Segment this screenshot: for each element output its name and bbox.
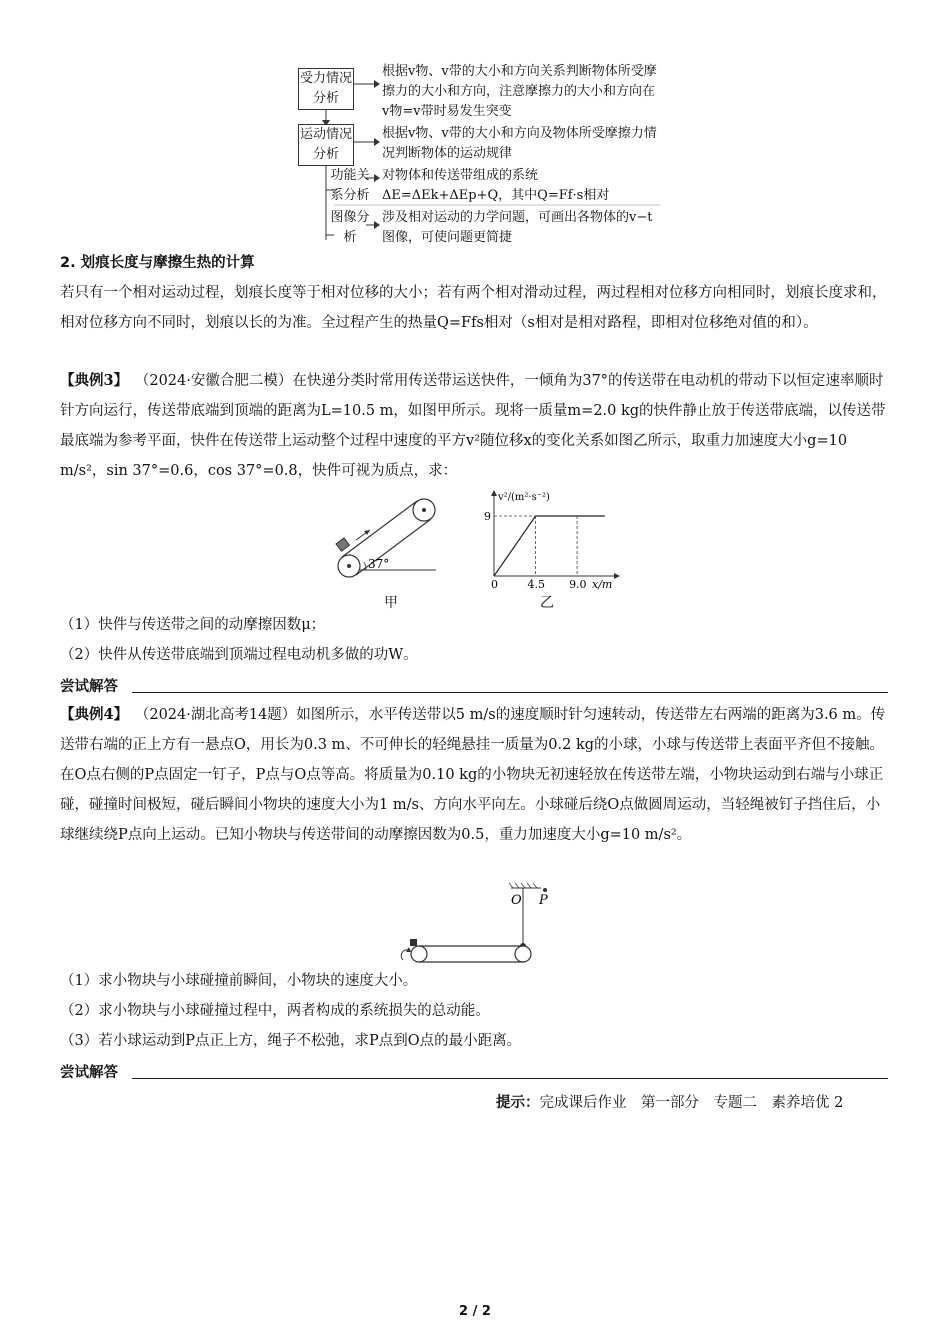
nail-p [543,888,547,892]
figure-horizontal-conveyor [395,880,548,962]
example3-paragraph [60,366,890,486]
y-tick-label: 9 [484,510,491,523]
flow-side-graph: 图像分析 [330,210,370,245]
figure-incline-conveyor [328,488,448,588]
example4-q3: （3）若小球运动到P点正上方，绳子不松弛，求P点到O点的最小距离。 [60,1033,522,1049]
flow-box-force: 受力情况分析 [298,68,354,110]
x-tick-label: 9.0 [569,578,587,591]
example3-q2: （2）快件从传送带底端到顶端过程电动机多做的功W。 [60,647,418,663]
angle-label: 37° [368,557,390,571]
figure-yi-caption: 乙 [540,595,554,611]
section-heading: 2. 划痕长度与摩擦生热的计算 [60,255,255,271]
hint-line [496,1088,843,1118]
example4-q2: （2）求小物块与小球碰撞过程中，两者构成的系统损失的总动能。 [60,1003,490,1019]
label-o: O [511,893,522,908]
answer-line-1[interactable] [132,692,888,693]
example4-paragraph [60,700,890,850]
y-axis-label: v²/(m²·s⁻²) [498,492,550,503]
figure-jia-caption: 甲 [384,595,398,611]
answer-line-2[interactable] [132,1078,888,1079]
right-roller [515,946,531,962]
hint-label: 提示： [496,1095,540,1111]
hint-text: 完成课后作业 第一部分 专题二 素养培优 2 [539,1095,844,1111]
answer-label-1: 尝试解答 [60,679,118,695]
x-tick-label: 0 [491,578,498,591]
flow-side-energy: 功能关系分析 [330,168,370,203]
flow-text-force: 根据v物、v带的大小和方向关系判断物体所受摩擦力的大小和方向，注意摩擦力的大小和方向在v物=v带时易发生突变 [382,64,657,119]
example4-tag: 【典例4】 [60,706,129,723]
x-axis-label: x/m [592,578,613,591]
answer-label-2: 尝试解答 [60,1065,118,1081]
series-segment [494,516,536,576]
x-tick-label: 4.5 [527,578,546,591]
label-p: P [539,893,548,908]
example3-text: 在快递分类时常用传送带运送快件，一倾角为37°的传送带在电动机的带动下以恒定速率顺时针方向运行，传送带底端到顶端的距离为L=10.5 m，如图甲所示。现将一质量m=2.0 kg的快件静止放于传送带底端，以传送带最底端为参考平面，快件在传送带上运动整个过程中速度的平方v²随位移x的变化关系如图乙所示，取重力加速度大小g=10 m/s²，sin 37°=0.6，cos 37°=0.8，快件可视为质点，求： [60,373,886,479]
example4-text: 如图所示，水平传送带以5 m/s的速度顺时针匀速转动，传送带左右两端的距离为3.6 m。传送带右端的正上方有一悬点O，用长为0.3 m、不可伸长的轻绳悬挂一质量为0.2 kg的小球，小球与传送带上表面平齐但不接触。在O点右侧的P点固定一钉子，P点与O点等高。将质量为0.10 kg的小物块无初速轻放在传送带左端，小物块运动到右端与小球正碰，碰撞时间极短，碰后瞬间小物块的速度大小为1 m/s、方向水平向左。小球碰后绕O点做圆周运动，当轻绳被钉子挡住后，小球继续绕P点向上运动。已知小物块与传送带间的动摩擦因数为0.5，重力加速度大小g=10 m/s²。 [60,707,886,843]
example4-source: （2024·湖北高考14题） [142,707,297,723]
flow-box-motion: 运动情况分析 [298,124,354,166]
v2-x-chart [474,486,624,590]
section-body: 若只有一个相对运动过程，划痕长度等于相对位移的大小；若有两个相对滑动过程，两过程相对位移方向相同时，划痕长度求和，相对位移方向不同时，划痕以长的为准。全过程产生的热量Q=Ffs相对（s相对是相对路程，即相对位移绝对值的和）。 [60,285,887,331]
flow-text-energy: 对物体和传送带组成的系统ΔE=ΔEk+ΔEp+Q，其中Q=Ff·s相对 [382,168,610,203]
flow-text-motion: 根据v物、v带的大小和方向及物体所受摩擦力情况判断物体的运动规律 [382,126,657,161]
example4-q1: （1）求小物块与小球碰撞前瞬间，小物块的速度大小。 [60,973,418,989]
small-block [410,939,417,946]
example3-source: （2024·安徽合肥二模） [142,373,293,389]
flow-text-graph: 涉及相对运动的力学问题，可画出各物体的v−t图像，可使问题更简捷 [382,210,653,245]
left-roller [411,946,427,962]
example3-q1: （1）快件与传送带之间的动摩擦因数μ； [60,617,326,633]
page-number: 2 / 2 [459,1304,491,1319]
belt-top [342,501,417,557]
package-block [336,538,349,551]
example3-tag: 【典例3】 [60,372,129,389]
